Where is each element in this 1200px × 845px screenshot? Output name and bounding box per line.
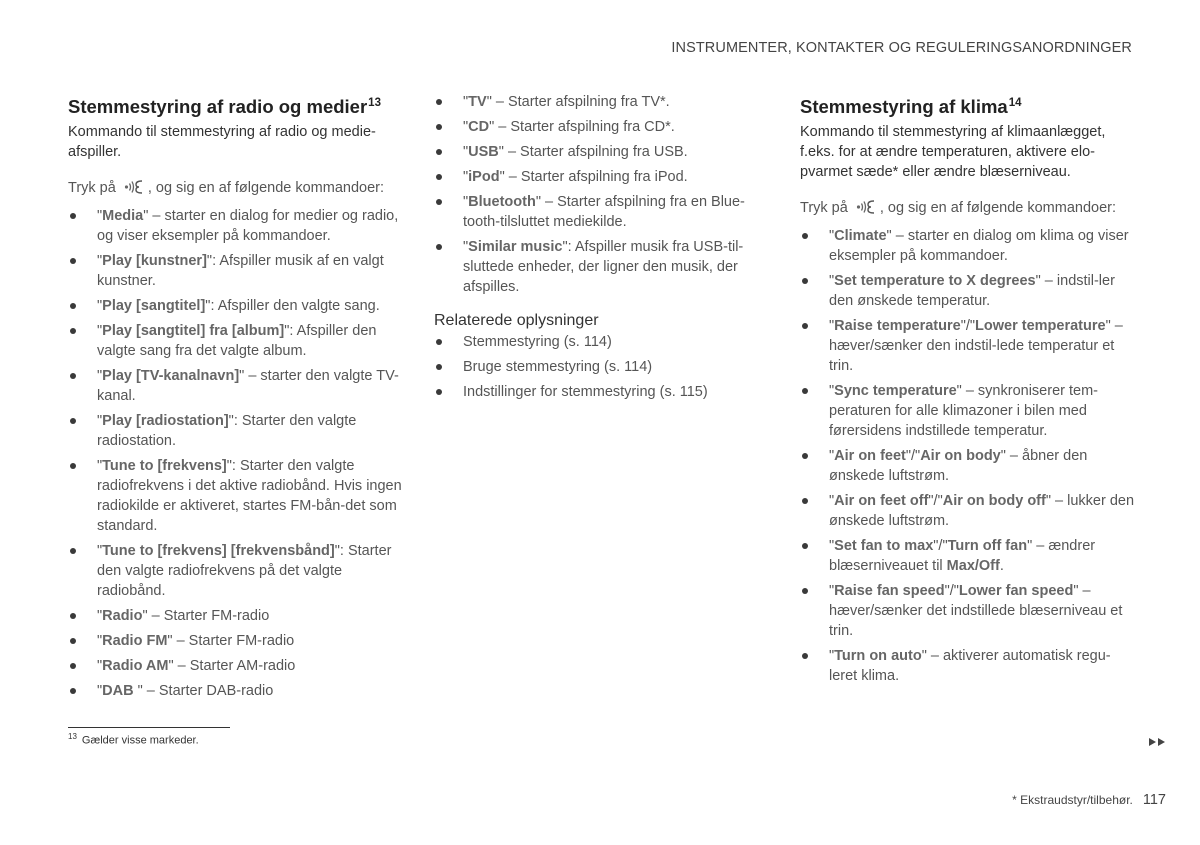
command-item: "Raise fan speed"/"Lower fan speed" – hæver/sænker det indstillede blæserniveau et trin. bbox=[800, 581, 1135, 641]
command-list-sources bbox=[434, 92, 769, 297]
command-list-radio bbox=[68, 206, 403, 701]
command-item: "Radio FM" – Starter FM-radio bbox=[68, 631, 403, 651]
command-item: "TV" – Starter afspilning fra TV*. bbox=[434, 92, 769, 112]
command-item: "Similar music": Afspiller musik fra USB-til-sluttede enheder, der ligner den musik, der afspilles. bbox=[434, 237, 769, 297]
related-link[interactable]: Indstillinger for stemmestyring (s. 115) bbox=[434, 382, 769, 402]
voice-control-icon bbox=[854, 197, 878, 217]
command-item: "Play [kunstner]": Afspiller musik af en valgt kunstner. bbox=[68, 251, 403, 291]
command-item: "Climate" – starter en dialog om klima og viser eksempler på kommandoer. bbox=[800, 226, 1135, 266]
column-media-sources bbox=[434, 92, 769, 407]
command-item: "Play [sangtitel]": Afspiller den valgte sang. bbox=[68, 296, 403, 316]
command-item: "Set temperature to X degrees" – indstil-ler den ønskede temperatur. bbox=[800, 271, 1135, 311]
command-item: "Air on feet"/"Air on body" – åbner den ønskede luftstrøm. bbox=[800, 446, 1135, 486]
page-number: 117 bbox=[1142, 792, 1166, 808]
command-item: "Sync temperature" – synkroniserer tem-peraturen for alle klimazoner i bilen med førersidens indstillede temperatur. bbox=[800, 381, 1135, 441]
related-link[interactable]: Bruge stemmestyring (s. 114) bbox=[434, 357, 769, 377]
footnote: $^{13}$ Gælder visse markeder. bbox=[68, 732, 199, 747]
next-page-arrows-icon bbox=[1148, 735, 1168, 749]
instruction-line: Tryk på , og sig en af følgende kommandoer: bbox=[68, 177, 403, 198]
command-item: "Play [TV-kanalnavn]" – starter den valgte TV-kanal. bbox=[68, 366, 403, 406]
voice-control-icon bbox=[122, 177, 146, 197]
related-info-list bbox=[434, 332, 769, 402]
command-item: "Radio AM" – Starter AM-radio bbox=[68, 656, 403, 676]
command-item: "Air on feet off"/"Air on body off" – lukker den ønskede luftstrøm. bbox=[800, 491, 1135, 531]
command-item: "Bluetooth" – Starter afspilning fra en Blue-tooth-tilsluttet mediekilde. bbox=[434, 192, 769, 232]
command-item: "Media" – starter en dialog for medier og radio, og viser eksempler på kommandoer. bbox=[68, 206, 403, 246]
accessory-note: * Ekstraudstyr/tilbehør. bbox=[1012, 793, 1133, 807]
command-item: "DAB " – Starter DAB-radio bbox=[68, 681, 403, 701]
page-footer bbox=[1012, 792, 1166, 808]
footnote-ref: 13 bbox=[368, 97, 381, 109]
related-link[interactable]: Stemmestyring (s. 114) bbox=[434, 332, 769, 352]
command-item: "iPod" – Starter afspilning fra iPod. bbox=[434, 167, 769, 187]
instruction-line: Tryk på , og sig en af følgende kommandoer: bbox=[800, 197, 1135, 218]
footnote-divider bbox=[68, 727, 230, 728]
column-climate bbox=[800, 92, 1135, 691]
section-intro: Kommando til stemmestyring af radio og medie-afspiller. bbox=[68, 124, 376, 160]
related-info-title: Relaterede oplysninger bbox=[434, 312, 599, 329]
footnote-ref: 14 bbox=[1008, 97, 1022, 109]
column-radio-media bbox=[68, 92, 403, 706]
command-item: "USB" – Starter afspilning fra USB. bbox=[434, 142, 769, 162]
command-item: "CD" – Starter afspilning fra CD*. bbox=[434, 117, 769, 137]
section-intro: Kommando til stemmestyring af klimaanlægget, f.eks. for at ændre temperaturen, aktivere elo-pvarmet sæde* eller ændre blæserniveau. bbox=[800, 124, 1106, 180]
command-list-climate bbox=[800, 226, 1135, 686]
command-item: "Radio" – Starter FM-radio bbox=[68, 606, 403, 626]
command-item: "Play [sangtitel] fra [album]": Afspiller den valgte sang fra det valgte album. bbox=[68, 321, 403, 361]
section-title-climate: Stemmestyring af klima$^{14}$ bbox=[800, 96, 1022, 117]
command-item: "Set fan to max"/"Turn off fan" – ændrer blæserniveauet til Max/Off. bbox=[800, 536, 1135, 576]
command-item: "Raise temperature"/"Lower temperature" – hæver/sænker den indstil-lede temperatur et trin. bbox=[800, 316, 1135, 376]
command-item: "Tune to [frekvens] [frekvensbånd]": Starter den valgte radiofrekvens på det valgte radiobånd. bbox=[68, 541, 403, 601]
section-title-radio: Stemmestyring af radio og medier$^{13}$ bbox=[68, 96, 381, 117]
running-header: INSTRUMENTER, KONTAKTER OG REGULERINGSANORDNINGER bbox=[671, 40, 1132, 56]
command-item: "Tune to [frekvens]": Starter den valgte radiofrekvens i det aktive radiobånd. Hvis ingen radiokilde er aktiveret, startes FM-bån-det som standard. bbox=[68, 456, 403, 536]
command-item: "Play [radiostation]": Starter den valgte radiostation. bbox=[68, 411, 403, 451]
command-item: "Turn on auto" – aktiverer automatisk regu-leret klima. bbox=[800, 646, 1135, 686]
